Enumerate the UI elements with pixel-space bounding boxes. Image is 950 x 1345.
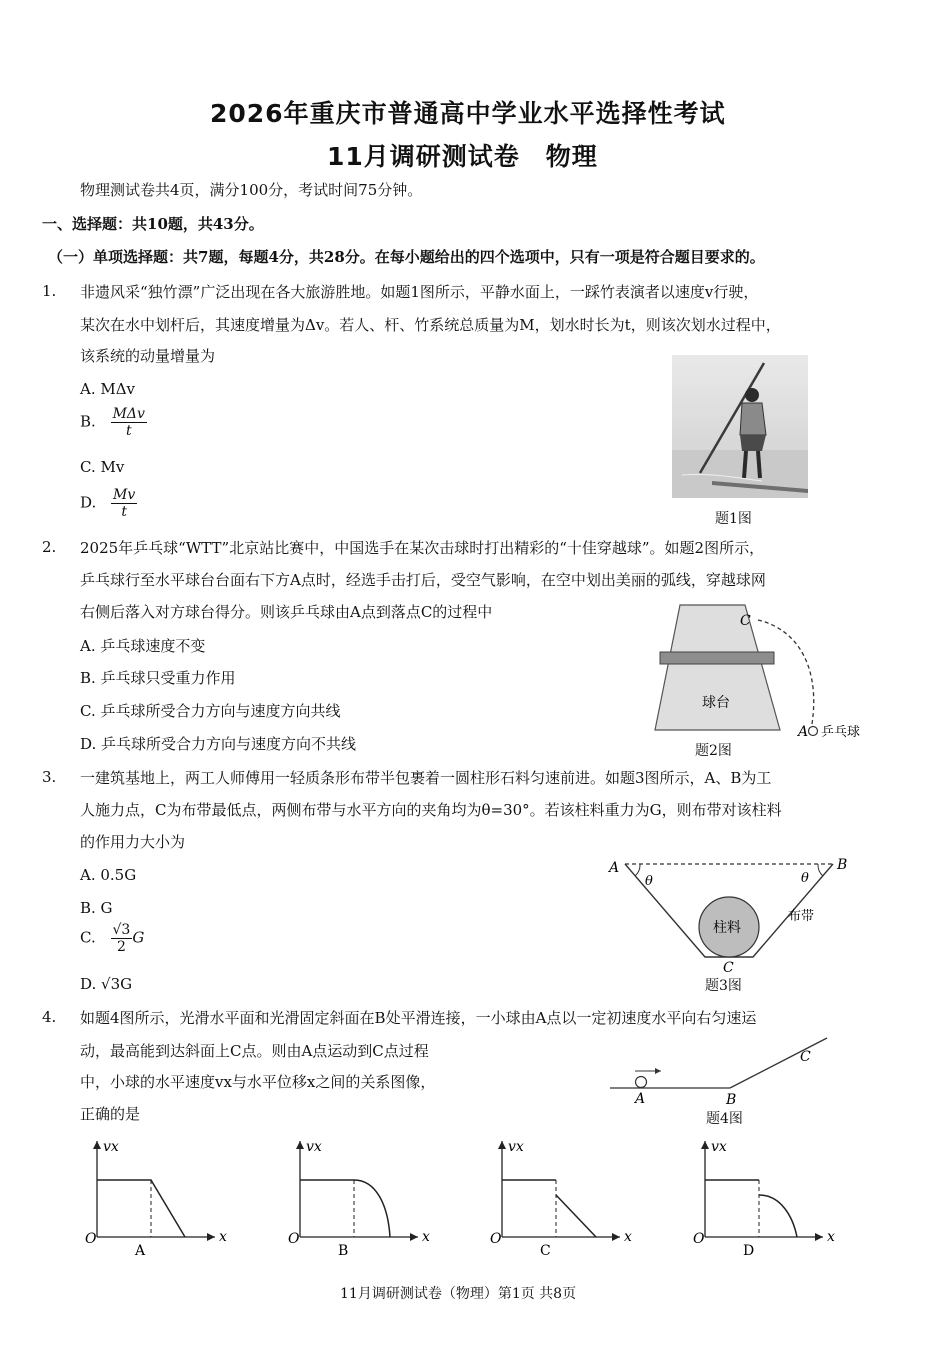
page-subtitle: 11月调研测试卷 物理: [327, 142, 598, 171]
q1-option-b-numerator: MΔv: [112, 406, 145, 422]
y-axis-label: vx: [306, 1139, 322, 1155]
q2-number: 2.: [42, 538, 57, 556]
q4-graph-a: [85, 1135, 235, 1260]
q3-option-c-numerator: √3: [112, 922, 131, 938]
bamboo-rafter-illustration: [672, 355, 808, 498]
q2-table-label: 球台: [702, 695, 730, 711]
q2-figure: [650, 600, 880, 745]
q3-point-c: C: [723, 960, 734, 974]
y-axis-arrow: [296, 1141, 304, 1149]
vx-curve: [705, 1180, 797, 1237]
q1-option-d-label: D.: [80, 493, 97, 512]
y-axis-arrow: [498, 1141, 506, 1149]
y-axis-label: vx: [711, 1139, 727, 1155]
q4-graph-b: [288, 1135, 438, 1260]
graph-option-label: D: [743, 1243, 755, 1259]
origin-label: O: [693, 1231, 705, 1247]
q4-point-c: C: [800, 1049, 811, 1065]
q4-point-a: A: [635, 1091, 646, 1107]
vx-curve: [300, 1180, 390, 1237]
q3-angle-left: [635, 864, 640, 876]
q4-stem-line4: 正确的是: [80, 1105, 141, 1123]
graph-option-label: B: [338, 1243, 349, 1259]
section-heading: 一、选择题：共10题，共43分。: [42, 215, 264, 233]
q4-graph-c: [490, 1135, 640, 1260]
intro-text: 物理测试卷共4页，满分100分，考试时间75分钟。: [80, 181, 423, 199]
q3-option-b: B. G: [80, 899, 113, 917]
q3-figure: [605, 852, 855, 974]
q2-stem-line2: 乒乓球行至水平球台台面右下方A点时，经选手击打后，受空气影响，在空中划出美丽的弧线，穿越球网: [80, 571, 766, 589]
table-top: [660, 652, 774, 664]
x-axis-arrow: [612, 1233, 620, 1241]
x-axis-label: x: [219, 1229, 227, 1245]
q4-stem-line2: 动，最高能到达斜面上C点。则由A点运动到C点过程: [80, 1042, 429, 1060]
q3-option-c-label: C.: [80, 928, 96, 947]
x-axis-arrow: [207, 1233, 215, 1241]
q3-stem-line1: 一建筑基地上，两工人师傅用一轻质条形布带半包裹着一圆柱形石料匀速前进。如题3图所示，A、B为工: [80, 769, 772, 787]
origin-label: O: [288, 1231, 300, 1247]
q1-figure-caption: 题1图: [715, 511, 752, 527]
q4-graph-d: [693, 1135, 843, 1260]
q4-incline: [730, 1038, 827, 1088]
page-footer: 11月调研测试卷（物理）第1页 共8页: [340, 1286, 577, 1302]
q3-option-d: D. √3G: [80, 975, 133, 993]
q1-option-b-denominator: t: [125, 423, 132, 439]
q1-photo-bamboo-rafting: [672, 355, 808, 498]
ping-pong-ball: [809, 727, 818, 736]
q3-option-c: [80, 922, 144, 955]
origin-label: O: [85, 1231, 97, 1247]
q3-option-a: A. 0.5G: [80, 866, 137, 884]
q3-number: 3.: [42, 768, 57, 786]
q3-column-label: 柱料: [713, 920, 741, 936]
q1-option-c: C. Mv: [80, 458, 125, 476]
q1-option-d-denominator: t: [121, 504, 127, 520]
q4-figure-caption: 题4图: [706, 1111, 743, 1127]
subsection-heading: （一）单项选择题：共7题，每题4分，共28分。在每小题给出的四个选项中，只有一项是符合题目要求的。: [48, 248, 765, 266]
q4-stem-line3: 中，小球的水平速度vx与水平位移x之间的关系图像，: [80, 1073, 436, 1091]
vx-curve: [97, 1180, 185, 1237]
q1-option-b: [80, 406, 147, 439]
q2-point-a: A: [798, 724, 809, 740]
graph-option-label: A: [135, 1243, 146, 1259]
q3-angle-right: [818, 864, 823, 876]
q3-option-c-fraction: [111, 922, 133, 955]
q3-point-a: A: [609, 860, 620, 876]
page-title: 2026年重庆市普通高中学业水平选择性考试: [210, 99, 726, 128]
q3-theta-right: θ: [801, 871, 809, 886]
y-axis-label: vx: [508, 1139, 524, 1155]
q2-figure-caption: 题2图: [695, 743, 732, 759]
q1-stem-line3: 该系统的动量增量为: [80, 347, 216, 365]
q2-point-c: C: [740, 613, 751, 629]
y-axis-arrow: [93, 1141, 101, 1149]
q1-option-d-fraction: [111, 487, 137, 520]
x-axis-arrow: [815, 1233, 823, 1241]
x-axis-label: x: [624, 1229, 632, 1245]
q2-option-d: D. 乒乓球所受合力方向与速度方向不共线: [80, 735, 357, 753]
q1-stem-line1: 非遗风采“独竹漂”广泛出现在各大旅游胜地。如题1图所示，平静水面上，一踩竹表演者以速度v行驶，: [80, 283, 759, 301]
x-axis-arrow: [410, 1233, 418, 1241]
q3-strap-label: 布带: [788, 909, 815, 924]
q4-point-b: B: [726, 1092, 737, 1108]
q3-theta-left: θ: [645, 874, 653, 889]
vx-curve: [502, 1180, 596, 1237]
x-axis-label: x: [422, 1229, 430, 1245]
q4-arrow-head: [655, 1068, 661, 1074]
table-body: [655, 605, 780, 730]
q1-stem-line2: 某次在水中划杆后，其速度增量为Δv。若人、杆、竹系统总质量为M，划水时长为t，则该次划水过程中，: [80, 316, 781, 334]
q3-figure-caption: 题3图: [705, 978, 742, 994]
q4-number: 4.: [42, 1008, 57, 1026]
graph-option-label: C: [540, 1243, 551, 1259]
q2-stem-line1: 2025年乒乓球“WTT”北京站比赛中，中国选手在某次击球时打出精彩的“十佳穿越球”。如题2图所示，: [80, 539, 765, 557]
x-axis-label: x: [827, 1229, 835, 1245]
q1-option-b-fraction: [111, 406, 147, 439]
y-axis-label: vx: [103, 1139, 119, 1155]
q2-ball-label: 乒乓球: [821, 725, 861, 740]
origin-label: O: [490, 1231, 502, 1247]
q4-stem-line1: 如题4图所示，光滑水平面和光滑固定斜面在B处平滑连接，一小球由A点以一定初速度水平向右匀速运: [80, 1009, 757, 1027]
q3-stem-line2: 人施力点，C为布带最低点，两侧布带与水平方向的夹角均为θ=30°。若该柱料重力为G，则布带对该柱料: [80, 801, 782, 819]
q1-option-d: [80, 487, 137, 520]
q2-option-b: B. 乒乓球只受重力作用: [80, 669, 236, 687]
q1-option-d-numerator: Mv: [113, 487, 136, 503]
q1-option-b-label: B.: [80, 412, 96, 431]
q2-stem-line3: 右侧后落入对方球台得分。则该乒乓球由A点到落点C的过程中: [80, 603, 493, 621]
q3-stem-line3: 的作用力大小为: [80, 833, 186, 851]
q1-option-a: A. MΔv: [80, 380, 136, 398]
q3-option-c-g: G: [132, 928, 145, 947]
q4-ball: [636, 1077, 647, 1088]
y-axis-arrow: [701, 1141, 709, 1149]
q3-point-b: B: [837, 857, 848, 873]
q3-option-c-denominator: 2: [116, 939, 126, 955]
q2-option-a: A. 乒乓球速度不变: [80, 637, 206, 655]
q1-number: 1.: [42, 282, 57, 300]
q2-option-c: C. 乒乓球所受合力方向与速度方向共线: [80, 702, 341, 720]
q4-figure: [605, 1033, 845, 1108]
